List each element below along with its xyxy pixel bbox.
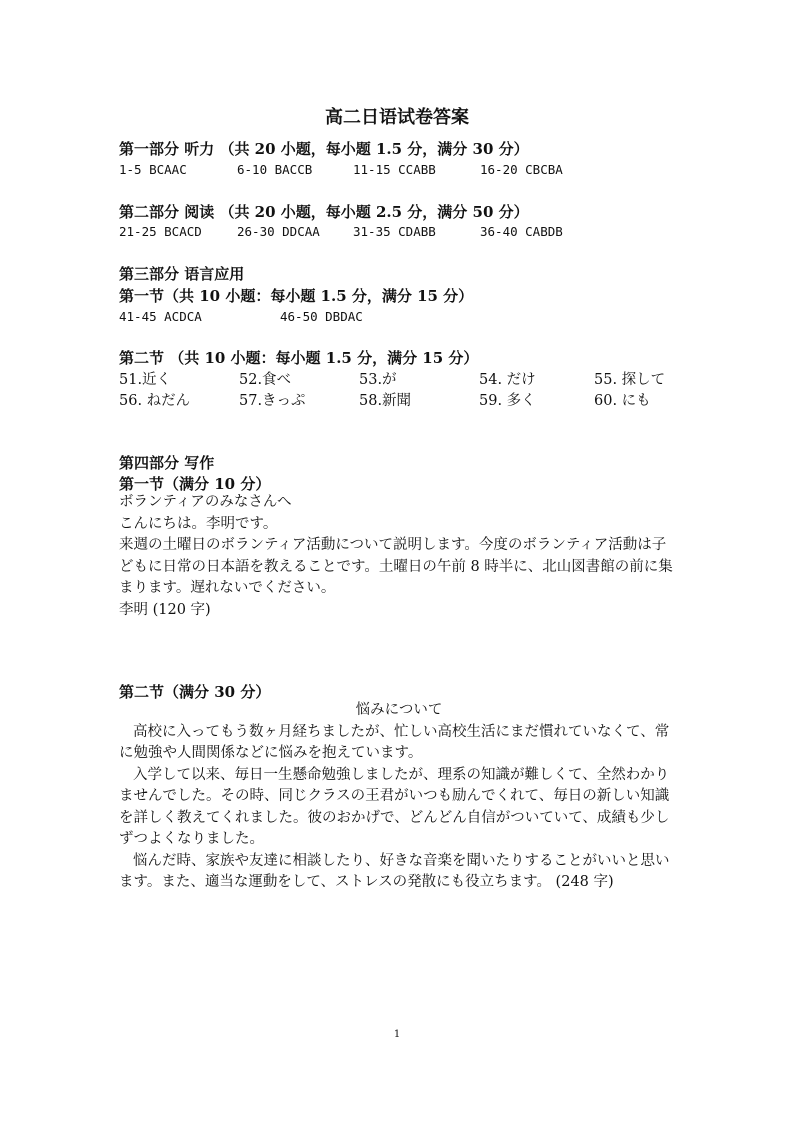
letter-line: こんにちは。李明です。 <box>119 515 278 532</box>
answer-cell: 59. 多く <box>479 393 536 409</box>
answer-cell: 60. にも <box>594 393 651 409</box>
answer-cell: 53.が <box>359 372 397 388</box>
answer-group: 21-25 BCACD <box>119 224 202 239</box>
answer-cell: 58.新聞 <box>359 393 412 409</box>
part1-answers <box>119 162 563 177</box>
answer-group: 26-30 DDCAA <box>237 224 320 239</box>
part3-section2-heading: 第二节 （共 10 小题：每小题 1.5 分，满分 15 分） <box>119 349 479 367</box>
answer-cell: 55. 探して <box>594 372 666 388</box>
part2-heading: 第二部分 阅读 （共 20 小题，每小题 2.5 分，满分 50 分） <box>119 203 529 221</box>
document-title: 高二日语试卷答案 <box>325 107 469 128</box>
part4-section2-body <box>119 700 679 894</box>
essay-paragraph: 高校に入ってもう数ヶ月経ちましたが、忙しい高校生活にまだ慣れていなくて、常に勉強や人間関係などに悩みを抱えています。 <box>119 723 670 761</box>
answer-cell: 52.食べ <box>239 372 292 388</box>
part3-heading: 第三部分 语言应用 <box>119 265 245 283</box>
answer-cell: 57.きっぷ <box>239 393 306 409</box>
part3-section1-heading: 第一节（共 10 小题：每小题 1.5 分，满分 15 分） <box>119 287 474 305</box>
answer-row <box>119 389 684 410</box>
part3-section1-answers <box>119 309 363 324</box>
essay-paragraph: 悩んだ時、家族や友達に相談したり、好きな音楽を聞いたりすることがいいと思います。また、適当な運動をして、ストレスの発散にも役立ちます。 (248 字) <box>119 852 670 890</box>
answer-group: 46-50 DBDAC <box>280 309 363 324</box>
part1-heading: 第一部分 听力 （共 20 小题，每小题 1.5 分，满分 30 分） <box>119 140 529 158</box>
essay-title: 悩みについて <box>355 702 443 718</box>
part4-section1-heading: 第一节（满分 10 分） <box>119 475 271 493</box>
answer-cell: 54. だけ <box>479 372 536 388</box>
answer-group: 41-45 ACDCA <box>119 309 202 324</box>
part2-answers <box>119 224 563 239</box>
letter-greeting: ボランティアのみなさんへ <box>119 494 292 510</box>
answer-group: 6-10 BACCB <box>237 162 313 177</box>
answer-cell: 51.近く <box>119 372 172 388</box>
answer-group: 31-35 CDABB <box>353 224 436 239</box>
answer-row <box>119 368 684 389</box>
part3-section2-answers <box>119 368 684 410</box>
answer-group: 1-5 BCAAC <box>119 162 187 177</box>
part4-heading: 第四部分 写作 <box>119 454 215 472</box>
answer-group: 11-15 CCABB <box>353 162 436 177</box>
essay-paragraph: 入学して以来、毎日一生懸命勉強しましたが、理系の知識が難しくて、全然わかりませんでした。その時、同じクラスの王君がいつも励んでくれて、毎日の新しい知識を詳しく教えてくれました。彼のおかげで、どんどん自信がついていて、成績も少しずつよくなりました。 <box>119 766 670 847</box>
answer-group: 36-40 CABDB <box>480 224 563 239</box>
page-number: 1 <box>393 1029 401 1040</box>
part4-section2-heading: 第二节（满分 30 分） <box>119 683 271 701</box>
part4-section1-body <box>119 492 679 621</box>
answer-group: 16-20 CBCBA <box>480 162 563 177</box>
letter-signature: 李明 (120 字) <box>119 601 211 618</box>
letter-line: 来週の土曜日のボランティア活動について説明します。今度のボランティア活動は子どもに日常の日本語を教えることです。土曜日の午前 8 時半に、北山図書館の前に集まります。遅れないでください。 <box>119 537 673 596</box>
answer-cell: 56. ねだん <box>119 393 191 409</box>
